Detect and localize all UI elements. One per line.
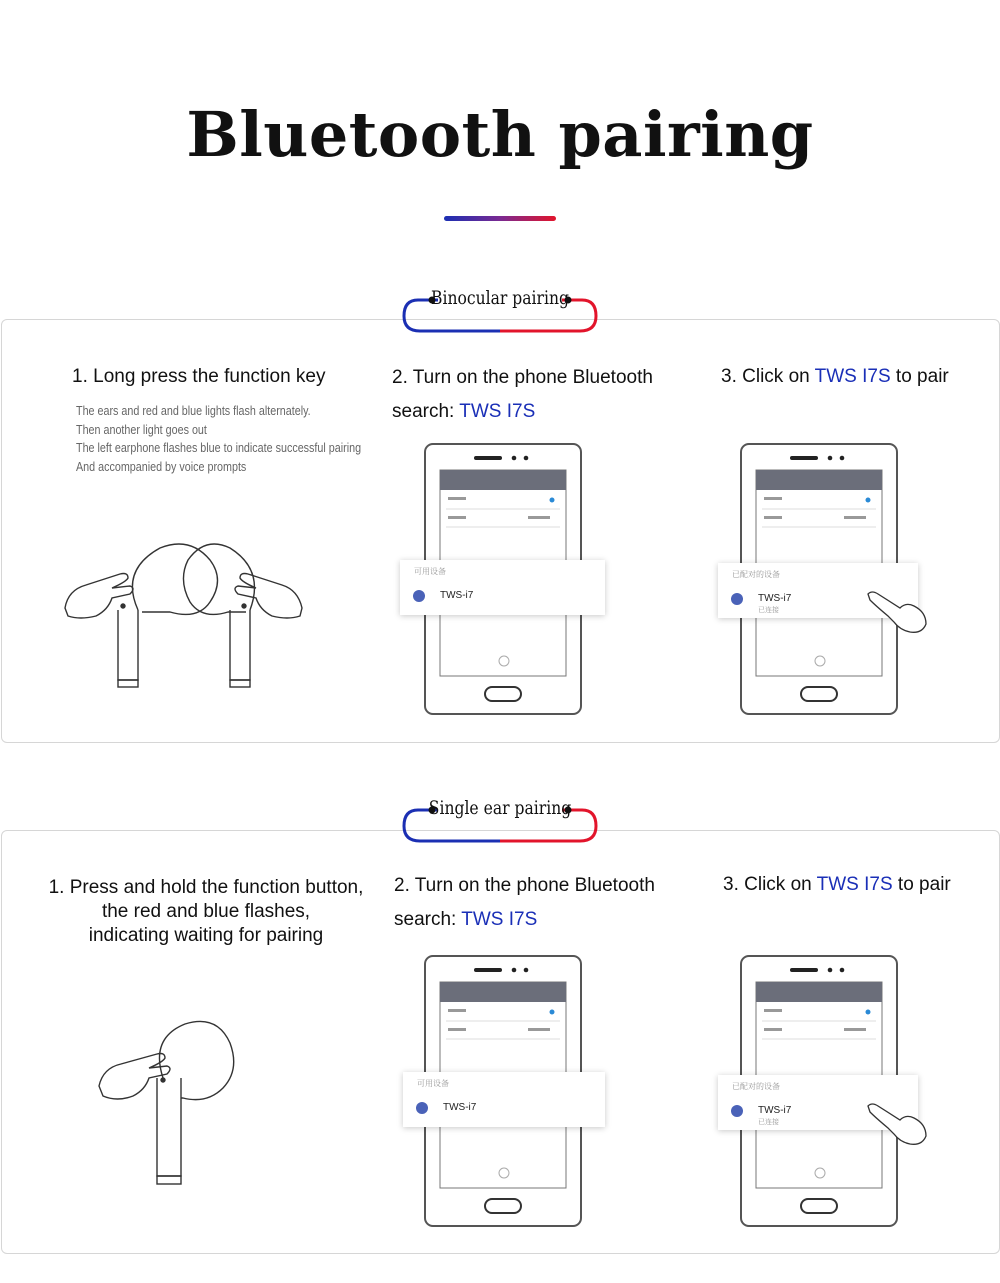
two-earbuds-illustration	[60, 540, 310, 690]
popup-header: 已配对的设备	[732, 1082, 780, 1091]
binocular-step2-text	[392, 361, 653, 429]
step3-suffix: to pair	[890, 366, 949, 387]
step2-search-label: search:	[392, 401, 460, 422]
binocular-step1-notes	[76, 402, 361, 476]
step3-device-name: TWS I7S	[814, 366, 891, 387]
step2-search-label: search:	[394, 909, 462, 930]
step2-line1: 2. Turn on the phone Bluetooth	[394, 875, 655, 896]
device-list-item[interactable]: TWS-i7	[443, 1102, 477, 1113]
bluetooth-icon	[416, 1102, 428, 1114]
device-status: 已连接	[758, 1119, 779, 1126]
binocular-label: Binocular pairing	[431, 287, 569, 309]
single-step2-text	[394, 869, 655, 937]
single-label: Single ear pairing	[428, 797, 572, 819]
available-devices-popup	[403, 1072, 605, 1127]
step2-device-name: TWS I7S	[459, 401, 536, 422]
title-underline	[444, 216, 556, 221]
single-step1-text	[36, 876, 376, 948]
step3-prefix: 3. Click on	[721, 366, 815, 387]
available-devices-popup	[400, 560, 605, 615]
note-line: And accompanied by voice prompts	[76, 459, 247, 474]
page-title: Bluetooth pairing	[186, 98, 814, 171]
tapping-hand-icon	[866, 1100, 930, 1148]
step3-prefix: 3. Click on	[723, 874, 817, 895]
single-step3-text	[723, 868, 951, 902]
step1-line: 1. Press and hold the function button,	[48, 877, 364, 898]
step1-line: indicating waiting for pairing	[88, 925, 324, 946]
step3-device-name: TWS I7S	[816, 874, 893, 895]
step2-line2	[392, 395, 653, 429]
bluetooth-icon	[731, 1105, 743, 1117]
step3-suffix: to pair	[892, 874, 951, 895]
bluetooth-icon	[731, 593, 743, 605]
step2-device-name: TWS I7S	[461, 909, 538, 930]
device-list-item[interactable]: TWS-i7	[440, 590, 474, 601]
device-list-item[interactable]: TWS-i7	[758, 1105, 792, 1116]
binocular-step1-title: 1. Long press the function key	[72, 366, 326, 387]
binocular-step3-text	[721, 360, 949, 394]
device-list-item[interactable]: TWS-i7	[758, 593, 792, 604]
step2-line2	[394, 903, 655, 937]
note-line: Then another light goes out	[76, 422, 207, 437]
single-earbud-illustration	[95, 1018, 245, 1188]
popup-header: 可用设备	[417, 1079, 449, 1088]
bluetooth-icon	[413, 590, 425, 602]
note-line: The ears and red and blue lights flash alternately.	[76, 404, 311, 418]
step1-line: the red and blue flashes,	[101, 901, 311, 922]
popup-header: 已配对的设备	[732, 570, 780, 579]
step2-line1: 2. Turn on the phone Bluetooth	[392, 367, 653, 388]
note-line: The left earphone flashes blue to indicate successful pairing	[76, 441, 362, 455]
device-status: 已连接	[758, 607, 779, 614]
popup-header: 可用设备	[414, 567, 446, 576]
tapping-hand-icon	[866, 588, 930, 636]
